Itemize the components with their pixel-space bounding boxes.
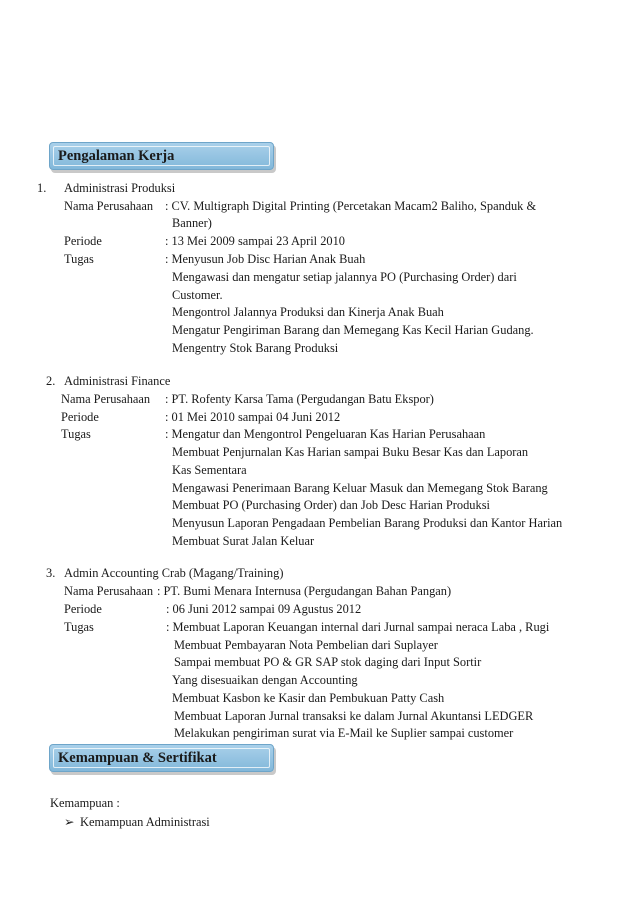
job-number: 3.	[46, 566, 56, 580]
company-value: : CV. Multigraph Digital Printing (Percetakan Macam2 Baliho, Spanduk &	[165, 199, 537, 213]
task-line: Membuat Pembayaran Nota Pembelian dari Suplayer	[174, 638, 438, 652]
task-line: : Mengatur dan Mengontrol Pengeluaran Kas Harian Perusahaan	[165, 427, 486, 441]
company-label: Nama Perusahaan	[61, 392, 151, 406]
company-label: Nama Perusahaan	[64, 199, 154, 213]
company-value: : PT. Rofenty Karsa Tama (Pergudangan Batu Ekspor)	[165, 392, 434, 406]
period-value: : 01 Mei 2010 sampai 04 Juni 2012	[165, 410, 341, 424]
task-line: Mengatur Pengiriman Barang dan Memegang Kas Kecil Harian Gudang.	[172, 323, 534, 337]
task-line: Menyusun Laporan Pengadaan Pembelian Barang Produksi dan Kantor Harian	[172, 516, 563, 530]
bullet-arrow-icon: ➢	[64, 815, 75, 829]
section-title-experience: Pengalaman Kerja	[58, 148, 175, 164]
company-value-cont: Banner)	[172, 216, 212, 230]
skill-item: Kemampuan Administrasi	[80, 815, 210, 829]
period-label: Periode	[64, 234, 102, 248]
task-line: Mengawasi dan mengatur setiap jalannya PO (Purchasing Order) dari	[172, 270, 517, 284]
period-label: Periode	[64, 602, 102, 616]
job-number: 1.	[37, 181, 47, 195]
task-line: Mengawasi Penerimaan Barang Keluar Masuk dan Memegang Stok Barang	[172, 481, 548, 495]
task-line: Mengentry Stok Barang Produksi	[172, 341, 339, 355]
tasks-label: Tugas	[64, 252, 94, 266]
job-number: 2.	[46, 374, 56, 388]
task-line: Membuat Kasbon ke Kasir dan Pembukuan Patty Cash	[172, 691, 445, 705]
section-header-experience	[49, 142, 274, 170]
company-label: Nama Perusahaan	[64, 584, 154, 598]
job-title: Administrasi Produksi	[64, 181, 176, 195]
task-line: Mengontrol Jalannya Produksi dan Kinerja Anak Buah	[172, 305, 444, 319]
task-line: Membuat Laporan Jurnal transaksi ke dalam Jurnal Akuntansi LEDGER	[174, 709, 534, 723]
period-value: : 13 Mei 2009 sampai 23 April 2010	[165, 234, 345, 248]
company-value: : PT. Bumi Menara Internusa (Pergudangan Bahan Pangan)	[157, 584, 452, 598]
task-line: Kas Sementara	[172, 463, 247, 477]
task-line: Sampai membuat PO & GR SAP stok daging dari Input Sortir	[174, 655, 482, 669]
task-line: : Membuat Laporan Keuangan internal dari Jurnal sampai neraca Laba , Rugi	[166, 620, 550, 634]
task-line: Membuat Surat Jalan Keluar	[172, 534, 315, 548]
job-title: Admin Accounting Crab (Magang/Training)	[64, 566, 284, 580]
skills-label: Kemampuan :	[50, 796, 120, 810]
job-title: Administrasi Finance	[64, 374, 171, 388]
tasks-label: Tugas	[64, 620, 94, 634]
task-line: Yang disesuaikan dengan Accounting	[172, 673, 358, 687]
task-line: Membuat Penjurnalan Kas Harian sampai Buku Besar Kas dan Laporan	[172, 445, 529, 459]
section-header-skills	[49, 744, 274, 772]
period-value: : 06 Juni 2012 sampai 09 Agustus 2012	[166, 602, 362, 616]
period-label: Periode	[61, 410, 99, 424]
task-line: Melakukan pengiriman surat via E-Mail ke Suplier sampai customer	[174, 726, 514, 740]
tasks-label: Tugas	[61, 427, 91, 441]
task-line: Membuat PO (Purchasing Order) dan Job Desc Harian Produksi	[172, 498, 490, 512]
task-line: : Menyusun Job Disc Harian Anak Buah	[165, 252, 366, 266]
section-title-skills: Kemampuan & Sertifikat	[58, 750, 217, 766]
task-line: Customer.	[172, 288, 223, 302]
